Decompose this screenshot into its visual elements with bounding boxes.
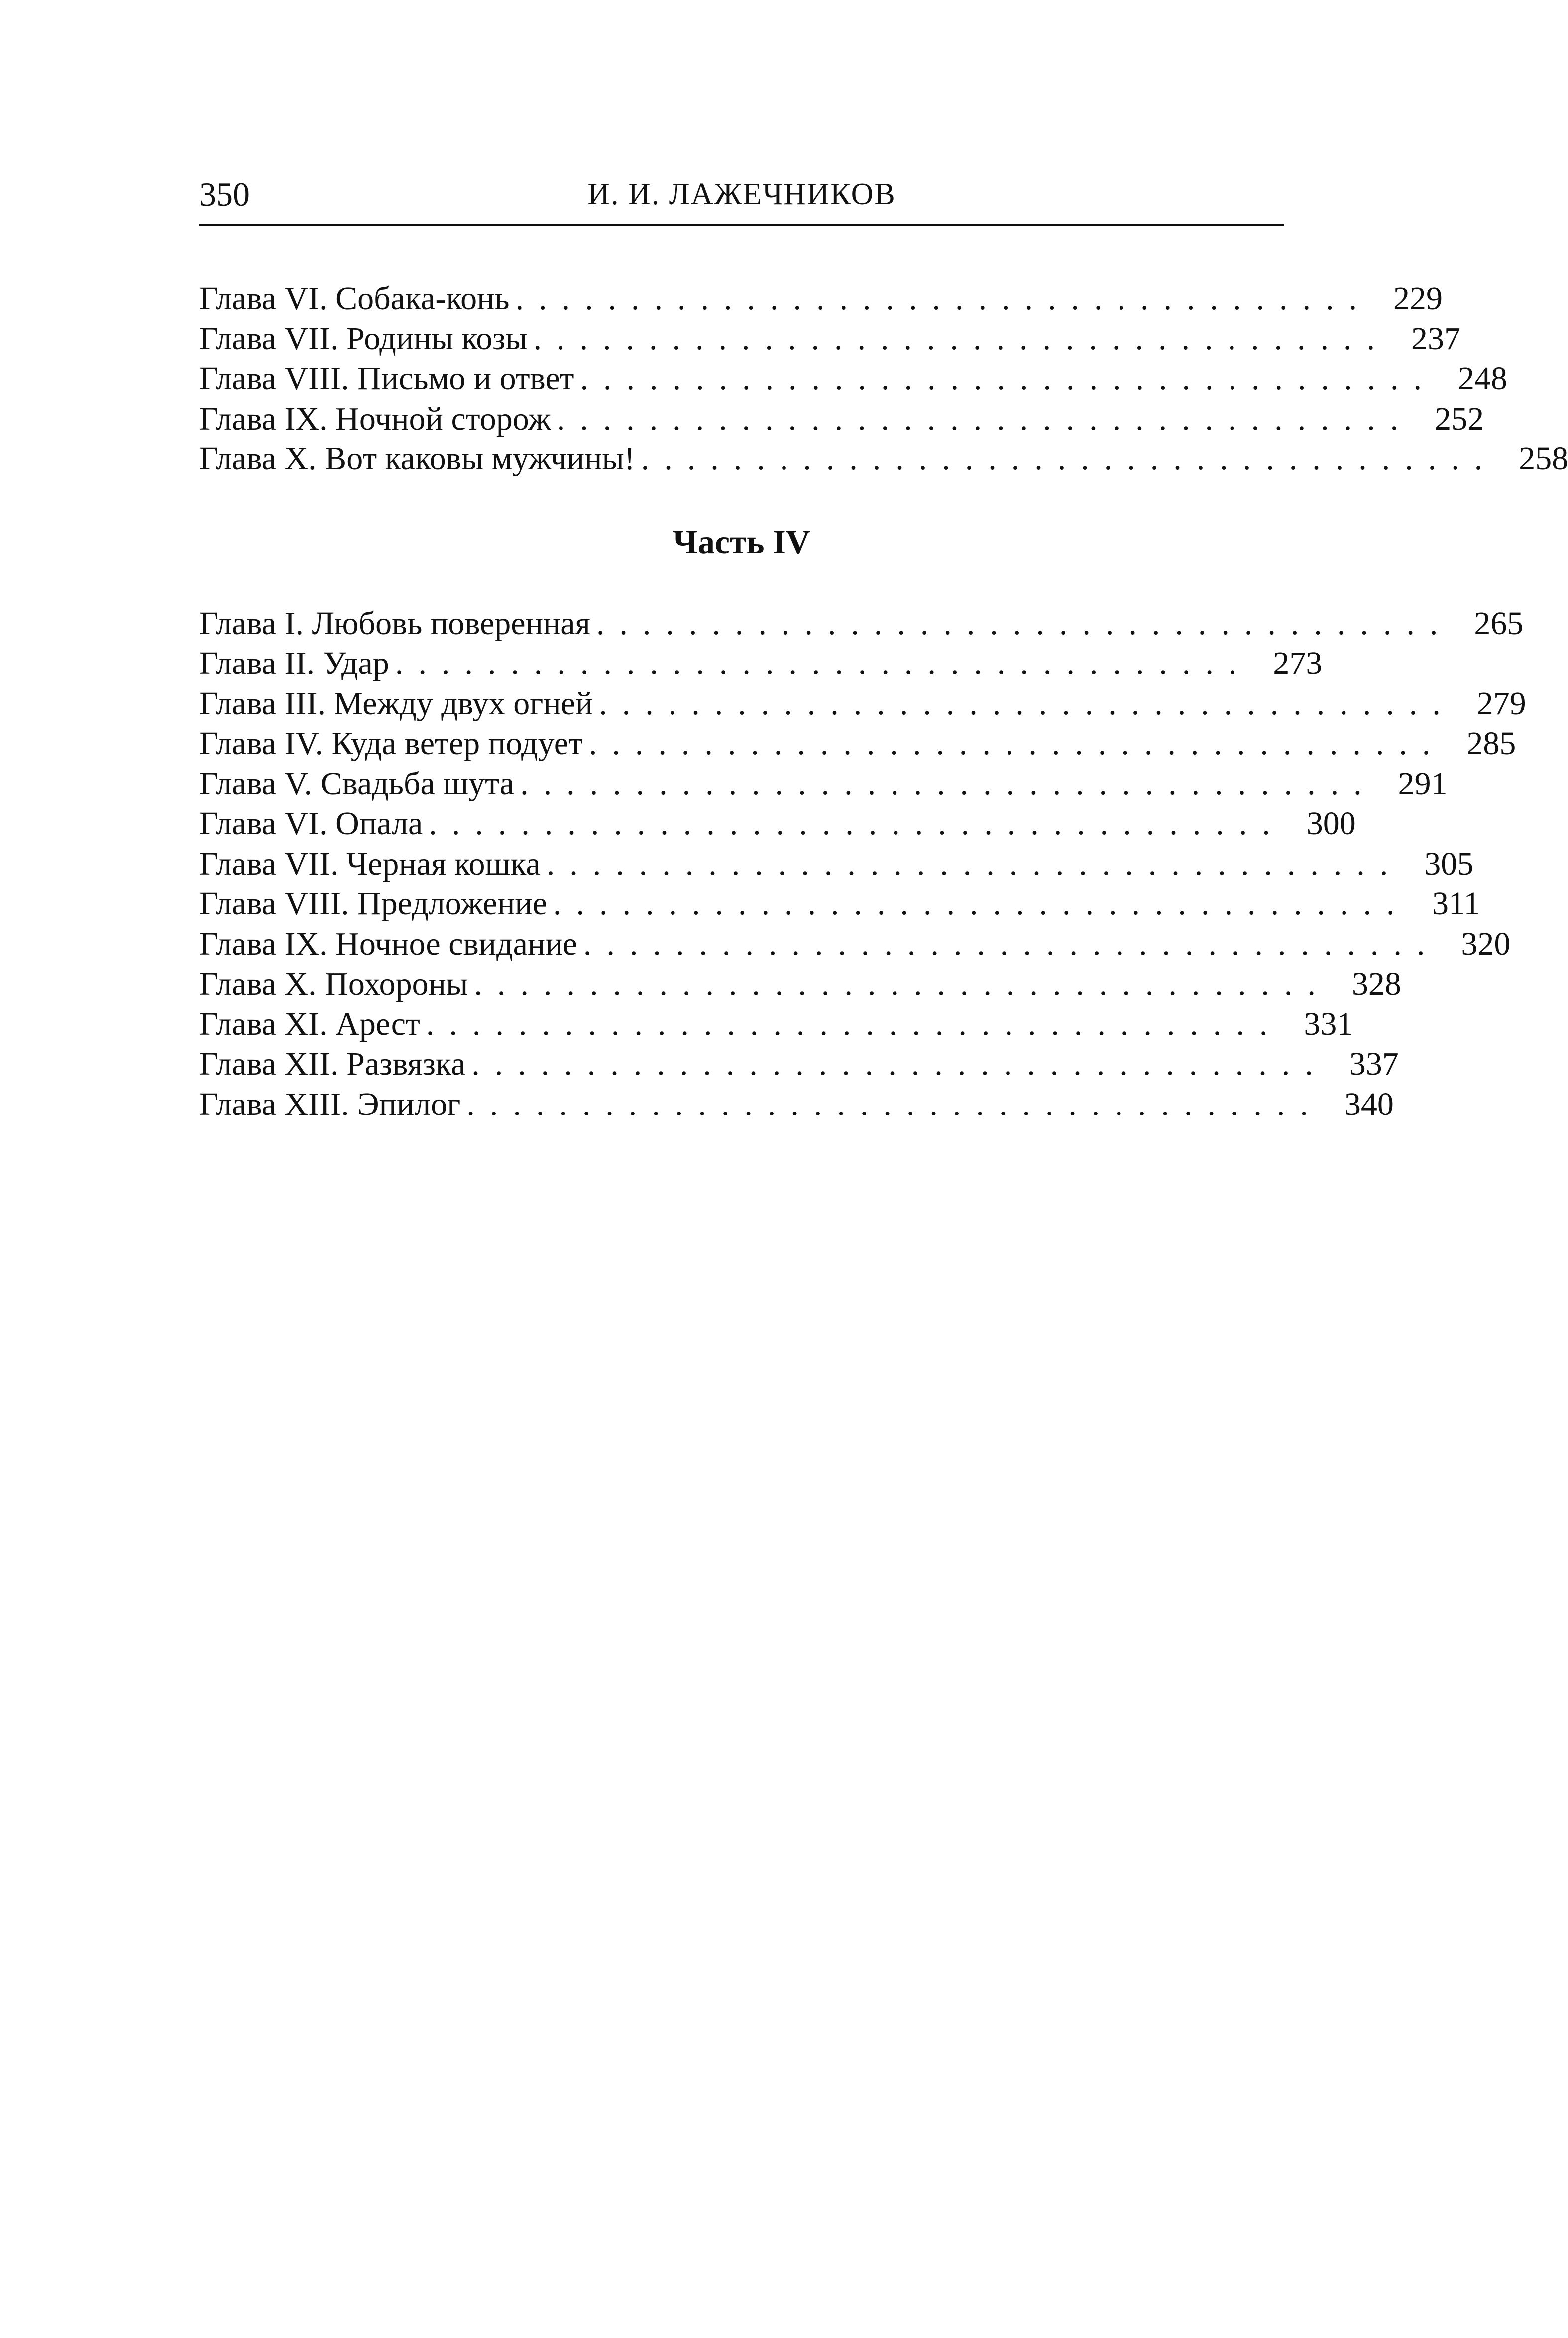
dot-leader: ..................................... (533, 320, 1390, 357)
chapter-title: Глава X. Похороны (199, 966, 468, 1002)
dot-leader: ..................................... (546, 845, 1403, 882)
chapter-title: Глава VIII. Письмо и ответ (199, 360, 574, 397)
chapter-page-number: 331 (1304, 1005, 1353, 1042)
dot-leader: ..................................... (599, 685, 1456, 722)
toc-entry (199, 684, 1526, 724)
chapter-page-number: 300 (1306, 805, 1356, 842)
toc-group-part-three (199, 279, 1568, 479)
running-title: И. И. ЛАЖЕЧНИКОВ (587, 177, 896, 211)
page-number: 350 (199, 175, 250, 213)
toc-entry (199, 1044, 1399, 1085)
dot-leader: ..................................... (429, 805, 1285, 842)
toc-entry (199, 844, 1474, 885)
chapter-title: Глава VII. Родины козы (199, 320, 528, 357)
chapter-title: Глава IV. Куда ветер подует (199, 725, 583, 762)
chapter-title: Глава III. Между двух огней (199, 685, 593, 722)
toc-entry (199, 964, 1401, 1004)
dot-leader: ..................................... (588, 725, 1446, 762)
dot-leader: ..................................... (466, 1086, 1323, 1122)
toc-entry (199, 724, 1516, 764)
toc-entry (199, 884, 1480, 924)
chapter-title: Глава VIII. Предложение (199, 886, 548, 922)
chapter-title: Глава XII. Развязка (199, 1046, 466, 1082)
toc-entry (199, 764, 1448, 804)
chapter-title: Глава VI. Собака-конь (199, 280, 510, 317)
dot-leader: ..................................... (583, 925, 1440, 962)
chapter-page-number: 237 (1411, 320, 1460, 357)
toc-entry (199, 644, 1323, 684)
part-heading: Часть IV (672, 522, 811, 560)
page-header (199, 169, 1284, 229)
dot-leader: ..................................... (474, 966, 1331, 1002)
dot-leader: ..................................... (553, 886, 1410, 922)
dot-leader: ..................................... (520, 765, 1377, 802)
dot-leader: ..................................... (641, 441, 1498, 477)
chapter-page-number: 265 (1474, 605, 1524, 642)
chapter-title: Глава I. Любовь поверенная (199, 605, 590, 642)
chapter-page-number: 285 (1466, 725, 1516, 762)
dot-leader: ..................................... (557, 400, 1414, 437)
chapter-title: Глава II. Удар (199, 645, 389, 681)
chapter-title: Глава X. Вот каковы мужчины! (199, 441, 635, 477)
dot-leader: ..................................... (426, 1005, 1283, 1042)
chapter-title: Глава XIII. Эпилог (199, 1086, 461, 1122)
chapter-page-number: 252 (1435, 400, 1484, 437)
toc-entry (199, 439, 1568, 479)
dot-leader: ..................................... (580, 360, 1437, 397)
toc-entry (199, 359, 1507, 399)
chapter-page-number: 340 (1344, 1086, 1394, 1122)
chapter-page-number: 305 (1424, 845, 1474, 882)
chapter-title: Глава IX. Ночное свидание (199, 925, 577, 962)
chapter-page-number: 229 (1393, 280, 1443, 317)
toc-entry (199, 924, 1511, 965)
toc-entry (199, 319, 1460, 359)
chapter-page-number: 273 (1273, 645, 1323, 681)
chapter-title: Глава VII. Черная кошка (199, 845, 541, 882)
chapter-title: Глава XI. Арест (199, 1005, 420, 1042)
chapter-page-number: 337 (1349, 1046, 1399, 1082)
toc-group-part-four (199, 604, 1526, 1125)
dot-leader: ..................................... (395, 645, 1252, 681)
chapter-page-number: 320 (1461, 925, 1511, 962)
chapter-page-number: 311 (1432, 886, 1480, 922)
table-of-contents (199, 279, 1568, 1124)
header-rule (199, 224, 1284, 226)
chapter-page-number: 279 (1476, 685, 1526, 722)
toc-entry (199, 604, 1524, 644)
chapter-title: Глава V. Свадьба шута (199, 765, 515, 802)
dot-leader: ..................................... (515, 280, 1372, 317)
chapter-page-number: 291 (1398, 765, 1448, 802)
chapter-title: Глава VI. Опала (199, 805, 423, 842)
chapter-page-number: 328 (1351, 966, 1401, 1002)
chapter-page-number: 248 (1457, 360, 1507, 397)
toc-entry (199, 1085, 1394, 1125)
chapter-page-number: 258 (1519, 441, 1568, 477)
chapter-title: Глава IX. Ночной сторож (199, 400, 551, 437)
toc-entry (199, 279, 1443, 319)
toc-entry (199, 1004, 1353, 1045)
toc-entry (199, 804, 1356, 844)
dot-leader: ..................................... (471, 1046, 1328, 1082)
dot-leader: ..................................... (596, 605, 1453, 642)
toc-entry (199, 399, 1484, 440)
